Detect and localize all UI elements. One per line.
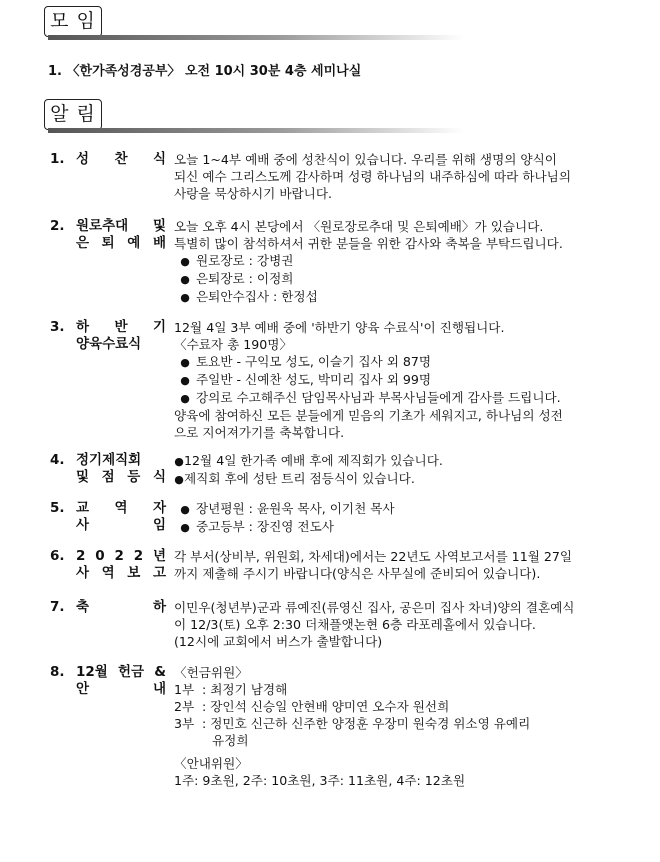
bullet-item: ● 중고등부 : 장진영 전도사 — [174, 518, 634, 536]
item-label-line: 교 역 자 — [76, 500, 166, 516]
item-label — [76, 599, 166, 616]
bullet-item: ● 원로장로 : 강병권 — [174, 252, 634, 270]
item-label-line: 사 임 — [76, 517, 166, 533]
notice-section-header — [44, 99, 464, 133]
gathering-section-title: 모 임 — [44, 6, 102, 37]
item-label-line: 및 점 등 식 — [76, 469, 166, 485]
body-line: 오늘 오후 4시 본당에서 〈원로장로추대 및 은퇴예배〉가 있습니다. — [174, 219, 544, 234]
bullet-icon: ● — [180, 291, 190, 304]
item-label — [76, 548, 166, 582]
item-label-line: 축 하 — [76, 599, 166, 615]
body-line: 으로 지어져가기를 축복합니다. — [174, 425, 345, 440]
offering-row: 1부 : 최정기 남경해 — [174, 682, 288, 697]
item-number: 8. — [50, 664, 65, 680]
item-label-line: 하 반 기 — [76, 319, 166, 335]
item-body — [174, 452, 634, 488]
gathering-section-header — [44, 6, 464, 40]
bullet-icon: ● — [180, 521, 190, 534]
item-number: 1. — [50, 151, 65, 167]
notice-section-title: 알 림 — [44, 99, 102, 130]
bullet-item: ● 토요반 - 구익모 성도, 이슬기 집사 외 87명 — [174, 353, 634, 371]
item-label-line: 성 찬 식 — [76, 151, 166, 167]
item-label-line: 양육수료식 — [76, 336, 142, 352]
item-number: 7. — [50, 599, 65, 615]
item-body — [174, 599, 634, 650]
bullet-icon: ● — [180, 374, 190, 387]
item-label — [76, 319, 166, 353]
offering-committee-heading: 〈헌금위원〉 — [174, 665, 248, 680]
item-body — [174, 218, 634, 306]
item-label-line: 은 퇴 예 배 — [76, 235, 166, 251]
item-label-line: 사 역 보 고 — [76, 565, 166, 581]
bullet-icon: ● — [174, 473, 184, 486]
bullet-icon: ● — [180, 356, 190, 369]
body-line: 12월 4일 3부 예배 중에 '하반기 양육 수료식'이 진행됩니다. — [174, 320, 505, 335]
item-label-line: 원로추대 및 — [76, 218, 166, 234]
body-line: 오늘 1~4부 예배 중에 성찬식이 있습니다. 우리를 위해 생명의 양식이 — [174, 152, 557, 167]
bullet-item: ●제직회 후에 성탄 트리 점등식이 있습니다. — [174, 471, 415, 486]
item-label — [76, 452, 166, 486]
item-label-line: 안 내 — [76, 681, 166, 697]
section-divider — [48, 128, 464, 133]
item-label-line: 12월 헌금 & — [76, 664, 166, 680]
bullet-item: ● 은퇴장로 : 이정희 — [174, 270, 634, 288]
bullet-item: ● 은퇴안수집사 : 한정섭 — [174, 288, 634, 306]
item-body — [174, 548, 634, 582]
item-label — [76, 500, 166, 534]
body-line: 양육에 참여하신 모든 분들에게 믿음의 기초가 세워지고, 하나님의 성전 — [174, 408, 563, 423]
item-body — [174, 319, 634, 441]
item-label-line: 2 0 2 2 년 — [76, 548, 166, 564]
item-number: 6. — [50, 548, 65, 564]
bullet-icon: ● — [174, 455, 184, 468]
body-line: 까지 제출해 주시기 바랍니다(양식은 사무실에 준비되어 있습니다). — [174, 566, 541, 581]
usher-committee-heading: 〈안내위원〉 — [174, 756, 248, 771]
item-number: 3. — [50, 319, 65, 335]
item-body — [174, 664, 634, 789]
item-label — [76, 218, 166, 252]
offering-row: 2부 : 장인석 신승일 안현배 양미연 오수자 원선희 — [174, 699, 450, 714]
body-line: 각 부서(상비부, 위원회, 차세대)에서는 22년도 사역보고서를 11월 27일 — [174, 549, 573, 564]
body-line: 특별히 많이 참석하셔서 귀한 분들을 위한 감사와 축복을 부탁드립니다. — [174, 236, 563, 251]
item-number: 5. — [50, 500, 65, 516]
body-line: 이민우(청년부)군과 류예진(류영신 집사, 공은미 집사 차녀)양의 결혼예식 — [174, 600, 575, 615]
bullet-item: ● 장년평원 : 윤원욱 목사, 이기천 목사 — [174, 500, 634, 518]
item-body — [174, 500, 634, 536]
offering-row: 3부 : 정민호 신근하 신주한 양정훈 우장미 원숙경 위소영 유예리 — [174, 716, 531, 731]
bullet-icon: ● — [180, 392, 190, 405]
body-line: 사랑을 묵상하시기 바랍니다. — [174, 186, 332, 201]
body-line: 되신 예수 그리스도께 감사하며 성령 하나님의 내주하심에 따라 하나님의 — [174, 169, 571, 184]
body-line: 〈수료자 총 190명〉 — [174, 337, 293, 352]
item-label — [76, 151, 166, 168]
bullet-icon: ● — [180, 255, 190, 268]
bullet-icon: ● — [180, 503, 190, 516]
bullet-item: ● 주일반 - 신예찬 성도, 박미리 집사 외 99명 — [174, 371, 634, 389]
body-line: (12시에 교회에서 버스가 출발합니다) — [174, 634, 383, 649]
item-body — [174, 151, 634, 202]
bullet-icon: ● — [180, 273, 190, 286]
offering-row: 유정희 — [212, 733, 249, 748]
item-label — [76, 664, 166, 698]
body-line: 이 12/3(토) 오후 2:30 더채플앳논현 6층 라포레홀에서 있습니다. — [174, 617, 536, 632]
bullet-item: ●12월 4일 한가족 예배 후에 제직회가 있습니다. — [174, 453, 443, 468]
item-number: 2. — [50, 218, 65, 234]
bullet-item: ● 강의로 수고해주신 담임목사님과 부목사님들에게 감사를 드립니다. — [174, 389, 634, 407]
section-divider — [48, 35, 464, 40]
usher-schedule: 1주: 9초원, 2주: 10초원, 3주: 11초원, 4주: 12초원 — [174, 773, 466, 788]
gathering-item: 1. 〈한가족성경공부〉 오전 10시 30분 4층 세미나실 — [48, 64, 362, 79]
item-label-line: 정기제직회 — [76, 452, 142, 468]
item-number: 4. — [50, 452, 65, 468]
